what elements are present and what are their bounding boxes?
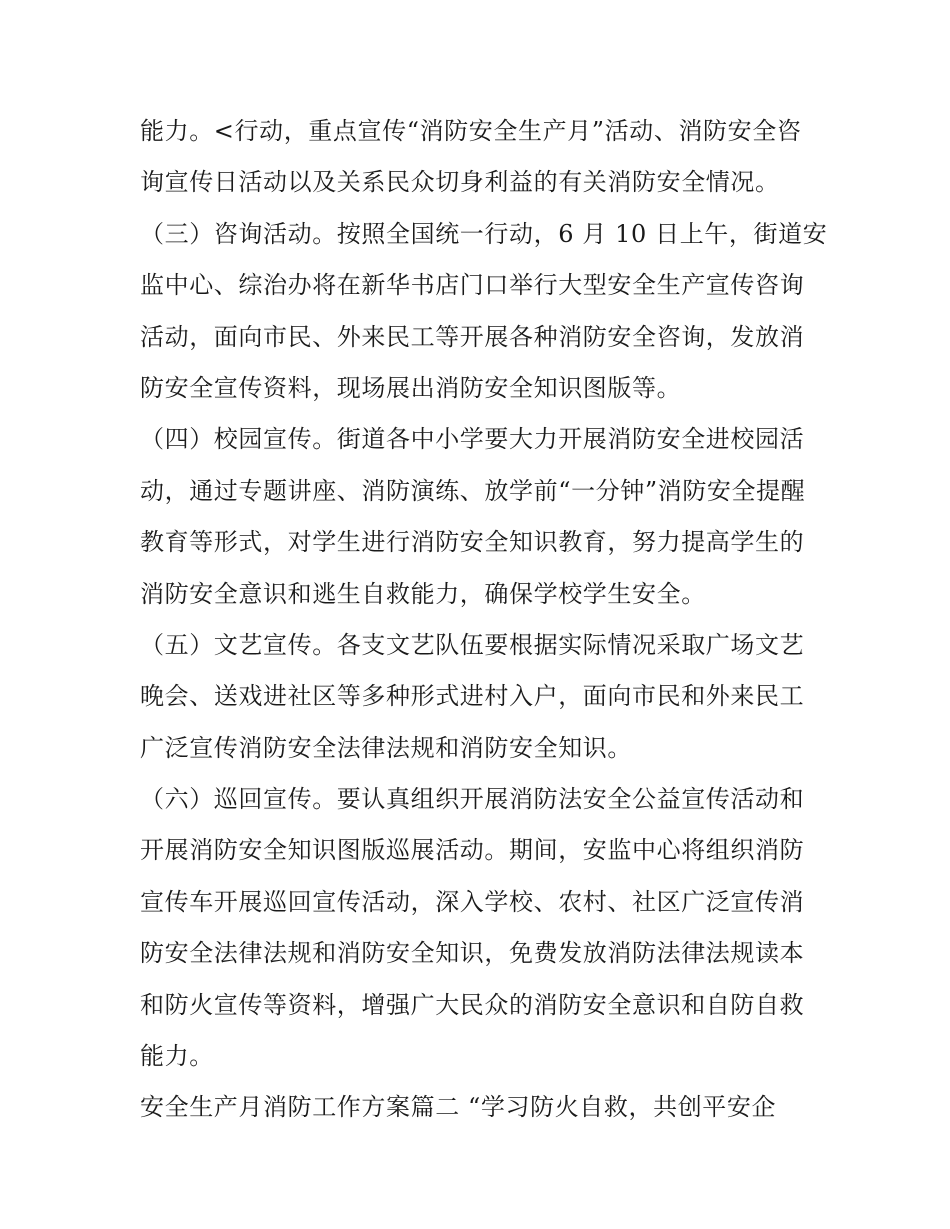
text-line: 消防安全意识和逃生自救能力，确保学校学生安全。 (140, 579, 706, 608)
text-line: （五）文艺宣传。各支文艺队伍要根据实际情况采取广场文艺 (140, 630, 805, 659)
text-line: 能力。 (140, 1042, 214, 1071)
text-line: 广泛宣传消防安全法律法规和消防安全知识。 (140, 733, 632, 762)
text-line: 能力。<行动，重点宣传“消防安全生产月”活动、消防安全咨 (140, 117, 802, 145)
text-line: 安全生产月消防工作方案篇二 “学习防火自救，共创平安企 (140, 1093, 777, 1122)
text-line: 活动，面向市民、外来民工等开展各种消防安全咨询，发放消 (140, 322, 805, 351)
text-line: 教育等形式，对学生进行消防安全知识教育，努力提高学生的 (140, 528, 805, 557)
text-line: 晚会、送戏进社区等多种形式进村入户，面向市民和外来民工 (140, 682, 805, 711)
text-line: 监中心、综治办将在新华书店门口举行大型安全生产宣传咨询 (140, 271, 805, 300)
text-line: 防安全宣传资料，现场展出消防安全知识图版等。 (140, 373, 682, 402)
text-line: 开展消防安全知识图版巡展活动。期间，安监中心将组织消防 (140, 836, 805, 865)
text-line: 宣传车开展巡回宣传活动，深入学校、农村、社区广泛宣传消 (140, 887, 805, 916)
document-body (140, 106, 828, 1134)
text-line: （四）校园宣传。街道各中小学要大力开展消防安全进校园活 (140, 425, 805, 454)
text-line: 和防火宣传等资料，增强广大民众的消防安全意识和自防自救 (140, 990, 805, 1019)
text-line: 防安全法律法规和消防安全知识，免费发放消防法律法规读本 (140, 939, 805, 968)
text-line: （六）巡回宣传。要认真组织开展消防法安全公益宣传活动和 (140, 785, 805, 814)
text-line: （三）咨询活动。按照全国统一行动，6 月 10 日上午，街道安 (140, 219, 828, 248)
text-line: 询宣传日活动以及关系民众切身利益的有关消防安全情况。 (140, 168, 780, 197)
text-line: 动，通过专题讲座、消防演练、放学前“一分钟”消防安全提醒 (140, 476, 806, 505)
